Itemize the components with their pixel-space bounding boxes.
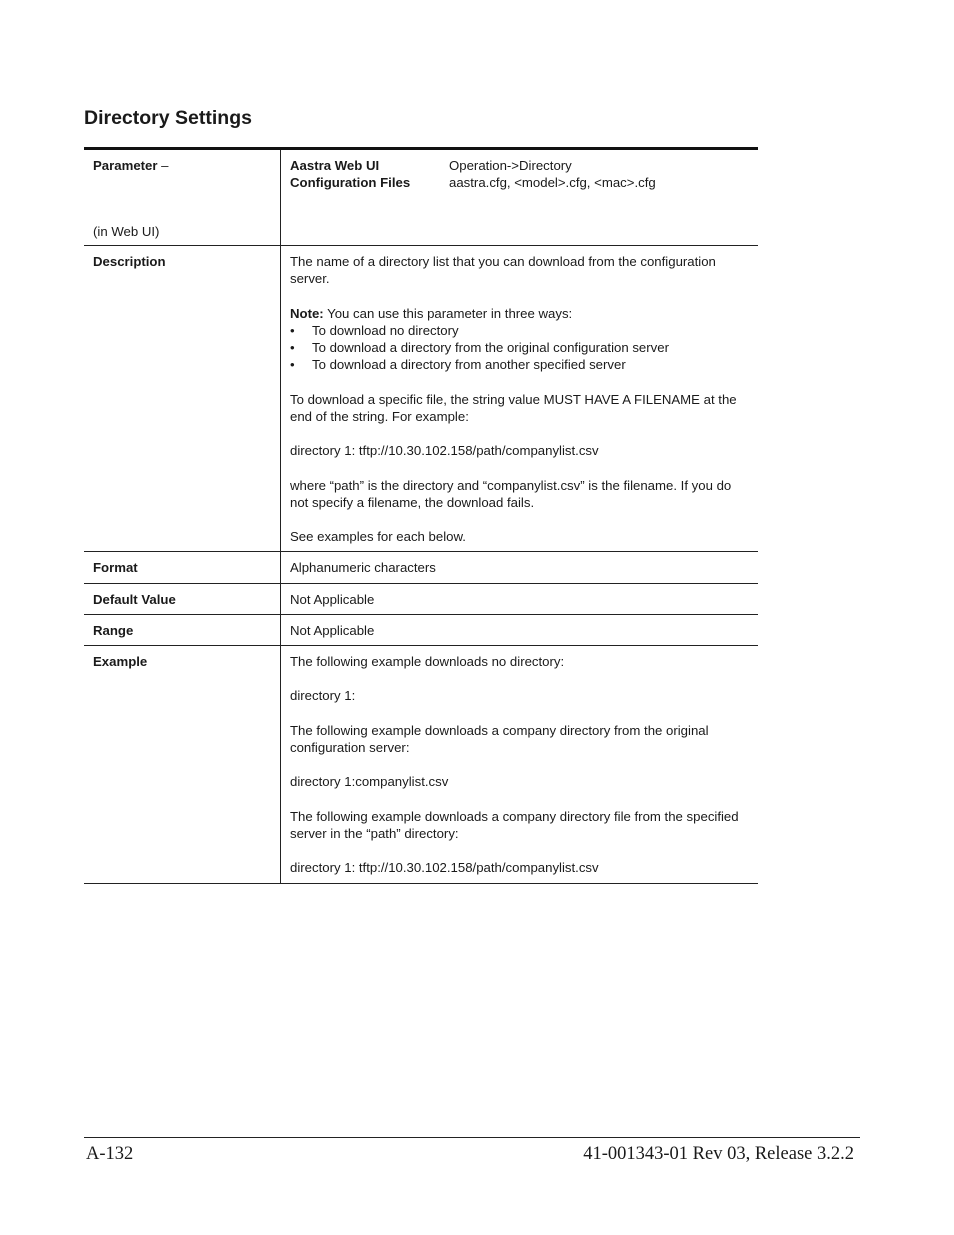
- bullet-icon: •: [290, 340, 295, 355]
- example-cell: [281, 645, 759, 883]
- example-command: directory 1:: [290, 688, 356, 704]
- location-key-webui: Aastra Web UI: [290, 158, 380, 173]
- bullet-icon: •: [290, 357, 295, 373]
- document-id: 41-001343-01 Rev 03, Release 3.2.2: [583, 1144, 854, 1164]
- default-value-label: Default Value: [84, 583, 281, 614]
- description-note: [290, 305, 749, 322]
- specific-file-text: To download a specific file, the string value MUST HAVE A FILENAME at the end of the string. For example:: [290, 391, 737, 424]
- section-title: Directory Settings: [84, 107, 252, 129]
- format-value: Alphanumeric characters: [281, 552, 759, 583]
- list-item: [290, 322, 749, 339]
- usage-list: [290, 322, 749, 374]
- table-row-description: [84, 246, 758, 552]
- format-label: Format: [84, 552, 281, 583]
- note-text: You can use this parameter in three ways:: [323, 305, 573, 321]
- parameter-locations: [290, 157, 749, 191]
- note-label: Note:: [290, 305, 324, 321]
- page-number: A-132: [86, 1144, 134, 1164]
- parameter-dash: –: [157, 158, 169, 173]
- default-value-value: Not Applicable: [281, 583, 759, 614]
- list-item: [290, 356, 749, 373]
- location-value-webui: Operation->Directory: [449, 158, 572, 173]
- table-row-default-value: [84, 583, 758, 614]
- list-item-text: To download no directory: [312, 322, 459, 338]
- table-row-example: [84, 645, 758, 883]
- range-value: Not Applicable: [281, 614, 759, 645]
- table-row-parameter: [84, 149, 758, 246]
- list-item: [290, 339, 749, 356]
- parameter-label-cell: [84, 149, 281, 246]
- description-cell: [281, 246, 759, 552]
- parameter-label-text: Parameter: [93, 158, 158, 173]
- parameter-table: [84, 147, 758, 884]
- example-text: The following example downloads no directory:: [290, 653, 565, 669]
- range-label: Range: [84, 614, 281, 645]
- description-label: Description: [84, 246, 281, 552]
- example-command: directory 1: tftp://10.30.102.158/path/companylist.csv: [290, 443, 599, 459]
- location-value-config: aastra.cfg, <model>.cfg, <mac>.cfg: [449, 175, 656, 191]
- list-item-text: To download a directory from the original configuration server: [312, 340, 669, 355]
- list-item-text: To download a directory from another specified server: [312, 357, 626, 373]
- bullet-icon: •: [290, 322, 295, 338]
- see-examples-text: See examples for each below.: [290, 529, 466, 545]
- parameter-label: [93, 158, 169, 173]
- example-command: directory 1:companylist.csv: [290, 774, 449, 790]
- location-key-config: Configuration Files: [290, 175, 411, 191]
- example-text: The following example downloads a company directory from the original configuration server:: [290, 722, 709, 755]
- example-text: The following example downloads a company directory file from the specified server in the “path” directory:: [290, 808, 739, 841]
- footer-divider: [84, 1137, 860, 1138]
- description-intro: The name of a directory list that you can download from the configuration server.: [290, 254, 716, 287]
- parameter-locations-cell: [281, 149, 759, 246]
- parameter-sublabel: (in Web UI): [93, 223, 160, 239]
- example-command: directory 1: tftp://10.30.102.158/path/companylist.csv: [290, 860, 599, 876]
- where-text: where “path” is the directory and “companylist.csv” is the filename. If you do not specify a filename, the download fails.: [290, 477, 732, 510]
- table-row-format: [84, 552, 758, 583]
- example-label: Example: [84, 645, 281, 883]
- table-row-range: [84, 614, 758, 645]
